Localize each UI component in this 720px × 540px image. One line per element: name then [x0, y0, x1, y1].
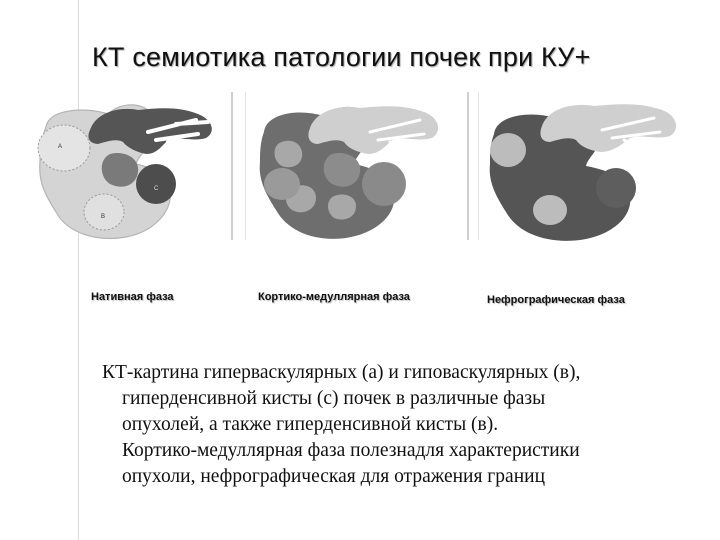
lesion-a-enhanced: [264, 168, 300, 200]
description-line-2: гиперденсивной кисты (с) почек в различные фазы: [122, 388, 546, 409]
medulla-3: [328, 194, 356, 219]
divider-line-2: [245, 92, 246, 240]
description-line-4: Кортико-медуллярная фаза полезнадля характеристики: [122, 440, 580, 461]
lesion-b: [84, 194, 124, 230]
phase-label-native: Нативная фаза: [91, 291, 174, 303]
lesion-a: [38, 125, 90, 171]
medulla-1: [275, 141, 303, 168]
lesion-c-enhanced: [362, 162, 406, 206]
description-line-1: КТ-картина гиперваскулярных (а) и гиповаскулярных (в),: [102, 362, 581, 383]
left-border-line: [78, 0, 79, 540]
slide-title: КТ семиотика патологии почек при КУ+: [92, 42, 591, 72]
lesion-c-nephro: [596, 168, 636, 208]
marker-b: B: [101, 214, 106, 220]
description-line-3: опухолей, а также гиперденсивной кисты (в).: [122, 414, 499, 435]
phase-label-corticomedullary: Кортико-медуллярная фаза: [258, 291, 410, 303]
marker-a: A: [58, 144, 63, 150]
marker-c: C: [154, 186, 159, 192]
kidney-native-phase-illustration: [28, 92, 228, 242]
divider-line-4: [478, 92, 479, 240]
kidney-corticomedullary-phase-illustration: [252, 92, 462, 242]
phase-label-nephrographic: Нефрографическая фаза: [487, 294, 625, 306]
divider-line-1: [231, 92, 233, 240]
lesion-a-nephro: [490, 133, 526, 167]
divider-line-3: [467, 92, 469, 240]
kidney-nephrographic-phase-illustration: [482, 92, 702, 242]
lesion-c: [136, 164, 176, 204]
lesion-b-nephro: [533, 195, 567, 225]
description-line-5: опухоли, нефрографическая для отражения границ: [122, 466, 546, 487]
description-text: [102, 360, 702, 490]
